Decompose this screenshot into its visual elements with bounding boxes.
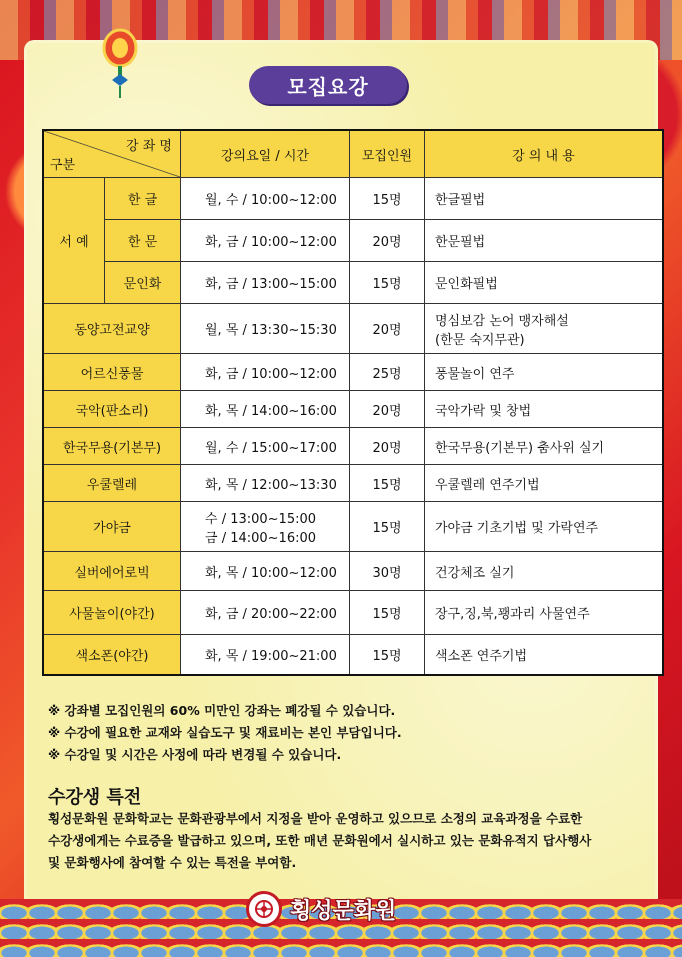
course-capacity: 15명	[350, 591, 425, 635]
table-row	[43, 262, 663, 304]
column-header-content: 강 의 내 용	[425, 130, 664, 178]
course-time: 화, 목 / 12:00~13:30	[181, 465, 350, 502]
course-content: 장구,징,북,꽹과리 사물연주	[425, 591, 664, 635]
course-capacity: 20명	[350, 391, 425, 428]
logo-text: 횡성문화원	[290, 898, 397, 924]
table-row	[43, 591, 663, 635]
course-capacity: 25명	[350, 354, 425, 391]
benefit-line: 수강생에게는 수료증을 발급하고 있으며, 또한 매년 문화원에서 실시하고 있는 문화유적지 답사행사	[48, 833, 592, 848]
course-name: 우쿨렐레	[43, 465, 181, 502]
table-row	[43, 354, 663, 391]
course-content: 풍물놀이 연주	[425, 354, 664, 391]
course-content: 색소폰 연주기법	[425, 635, 664, 675]
course-name: 가야금	[43, 502, 181, 552]
corner-header-cell	[43, 130, 181, 178]
table-row	[43, 552, 663, 591]
course-name: 동양고전교양	[43, 304, 181, 354]
table-row	[43, 502, 663, 552]
note-line: ※ 강좌별 모집인원의 60% 미만인 강좌는 폐강될 수 있습니다.	[48, 703, 396, 718]
course-capacity: 15명	[350, 262, 425, 304]
notes-block	[48, 700, 402, 766]
course-capacity: 20명	[350, 428, 425, 465]
course-time: 화, 금 / 10:00~12:00	[181, 220, 350, 262]
course-capacity: 30명	[350, 552, 425, 591]
course-name: 문인화	[105, 262, 181, 304]
course-name: 한 문	[105, 220, 181, 262]
course-time: 화, 목 / 10:00~12:00	[181, 552, 350, 591]
course-content: 한국무용(기본무) 춤사위 실기	[425, 428, 664, 465]
course-content-cell	[425, 304, 664, 354]
course-content: 건강체조 실기	[425, 552, 664, 591]
course-content: 우쿨렐레 연주기법	[425, 465, 664, 502]
course-name: 국악(판소리)	[43, 391, 181, 428]
course-content: 명심보감 논어 맹자해설	[435, 313, 569, 329]
table-row	[43, 635, 663, 675]
page-title: 모집요강	[249, 66, 407, 104]
course-capacity: 20명	[350, 304, 425, 354]
cultural-center-seal-icon	[246, 891, 282, 927]
course-content: 국악가락 및 창법	[425, 391, 664, 428]
course-time: 화, 금 / 10:00~12:00	[181, 354, 350, 391]
course-name: 어르신풍물	[43, 354, 181, 391]
course-time-cell	[181, 502, 350, 552]
course-capacity: 15명	[350, 502, 425, 552]
table-row	[43, 391, 663, 428]
course-capacity: 15명	[350, 635, 425, 675]
column-header-day-time: 강의요일 / 시간	[181, 130, 350, 178]
course-time: 화, 금 / 20:00~22:00	[181, 591, 350, 635]
course-schedule-table	[42, 129, 664, 676]
course-time: 월, 목 / 13:30~15:30	[181, 304, 350, 354]
benefit-description	[48, 808, 658, 874]
benefit-line: 횡성문화원 문화학교는 문화관광부에서 지정을 받아 운영하고 있으므로 소정의 교육과정을 수료한	[48, 811, 583, 826]
course-time: 월, 수 / 10:00~12:00	[181, 178, 350, 220]
course-time: 화, 목 / 14:00~16:00	[181, 391, 350, 428]
course-capacity: 15명	[350, 178, 425, 220]
course-content: 한글필법	[425, 178, 664, 220]
benefit-line: 및 문화행사에 참여할 수 있는 특전을 부여함.	[48, 855, 297, 870]
corner-category-label: 구분	[50, 158, 76, 173]
course-name: 사물놀이(야간)	[43, 591, 181, 635]
note-line: ※ 수강일 및 시간은 사정에 따라 변경될 수 있습니다.	[48, 747, 342, 762]
course-time-second: 금 / 14:00~16:00	[205, 530, 317, 546]
course-content-note: (한문 숙지무관)	[435, 332, 525, 348]
course-time: 화, 금 / 13:00~15:00	[181, 262, 350, 304]
course-time: 수 / 13:00~15:00	[205, 511, 317, 527]
category-calligraphy: 서 예	[43, 178, 105, 304]
course-name: 한 글	[105, 178, 181, 220]
course-name: 한국무용(기본무)	[43, 428, 181, 465]
course-time: 월, 수 / 15:00~17:00	[181, 428, 350, 465]
table-row	[43, 465, 663, 502]
course-capacity: 20명	[350, 220, 425, 262]
course-name: 색소폰(야간)	[43, 635, 181, 675]
course-time: 화, 목 / 19:00~21:00	[181, 635, 350, 675]
table-row	[43, 178, 663, 220]
course-content: 한문필법	[425, 220, 664, 262]
course-content: 문인화필법	[425, 262, 664, 304]
corner-course-label: 강 좌 명	[126, 139, 172, 154]
table-header-row	[43, 130, 663, 178]
table-row	[43, 304, 663, 354]
lantern-ornament-icon	[98, 26, 142, 98]
column-header-capacity: 모집인원	[350, 130, 425, 178]
table-row	[43, 220, 663, 262]
note-line: ※ 수강에 필요한 교재와 실습도구 및 재료비는 본인 부담입니다.	[48, 725, 402, 740]
course-content: 가야금 기초기법 및 가락연주	[425, 502, 664, 552]
benefit-heading: 수강생 특전	[48, 787, 142, 808]
table-row	[43, 428, 663, 465]
course-name: 실버에어로빅	[43, 552, 181, 591]
course-capacity: 15명	[350, 465, 425, 502]
footer-logo	[246, 891, 396, 927]
